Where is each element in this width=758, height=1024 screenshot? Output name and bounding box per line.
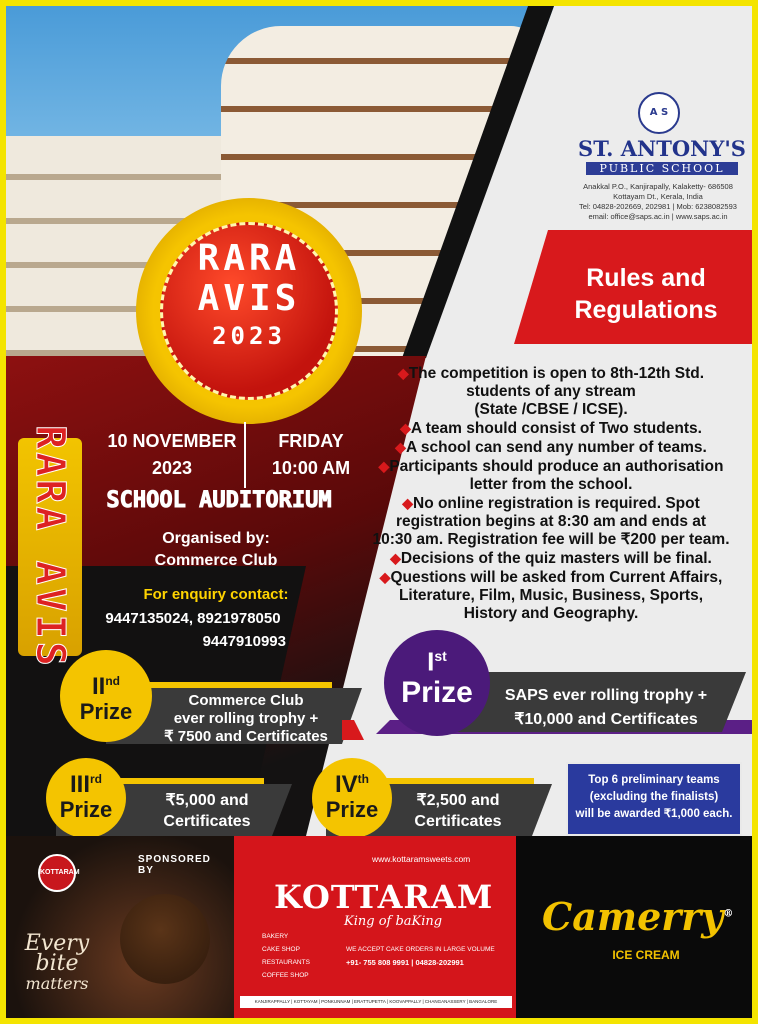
third-prize-label: Prize bbox=[59, 797, 113, 822]
bullet-icon: ◆ bbox=[379, 569, 391, 585]
fourth-prize-text bbox=[398, 790, 518, 832]
enquiry-label: For enquiry contact: bbox=[143, 586, 289, 603]
third-prize-line2: Certificates bbox=[163, 813, 251, 830]
kottaram-branches: KANJIRAPPALLY | KOTTAYAM | PONKUNNAM | ERATTUPETTA | KOOVAPPALLY | CHANGANASSERY | BANGALORE bbox=[240, 996, 512, 1008]
bullet-icon: ◆ bbox=[400, 420, 411, 436]
school-address: Anakkal P.O., Kanjirapally, Kalaketty- 686508 bbox=[583, 182, 733, 191]
camerry-subtitle: ICE CREAM bbox=[612, 948, 680, 962]
tagline-line2: bite bbox=[35, 951, 79, 976]
rule-7: ◆Questions will be asked from Current Affairs, bbox=[379, 569, 723, 586]
third-prize-medal bbox=[46, 758, 126, 838]
event-date-line2: 2023 bbox=[151, 458, 193, 478]
event-time bbox=[256, 428, 366, 482]
top6-award-box bbox=[566, 762, 742, 836]
rules-title-line2: Regulations bbox=[574, 296, 718, 324]
rules-title-line1: Rules and bbox=[586, 264, 706, 292]
fourth-prize-suffix: th bbox=[357, 772, 369, 786]
second-prize-line2: ever rolling trophy + bbox=[173, 710, 319, 727]
tagline-line1: Every bbox=[24, 931, 90, 956]
rules-list bbox=[350, 364, 752, 623]
side-banner-text: RARA AVIS bbox=[27, 425, 73, 669]
logo-line1: RARA bbox=[197, 238, 301, 279]
kottaram-services bbox=[262, 930, 342, 982]
rule-3: ◆A school can send any number of teams. bbox=[395, 439, 707, 456]
sponsor-band bbox=[6, 836, 752, 1018]
registered-mark: ® bbox=[723, 908, 734, 920]
bullet-icon: ◆ bbox=[402, 495, 413, 511]
rule-5-c: 10:30 am. Registration fee will be ₹200 per team. bbox=[372, 531, 730, 548]
date-divider bbox=[244, 422, 246, 488]
enquiry-phone2: 9447910993 bbox=[202, 633, 286, 650]
event-date bbox=[102, 428, 242, 482]
poster bbox=[6, 6, 752, 1018]
fourth-prize-medal bbox=[312, 758, 392, 838]
kottaram-website: www.kottaramsweets.com bbox=[372, 854, 471, 864]
rule-4: ◆Participants should produce an authorisation bbox=[378, 458, 724, 475]
rule-6: ◆Decisions of the quiz masters will be final. bbox=[390, 550, 712, 567]
side-banner bbox=[18, 425, 82, 669]
rule-1-c: (State /CBSE / ICSE). bbox=[474, 401, 628, 418]
kottaram-badge-icon: KOTTARAM bbox=[38, 854, 76, 892]
rules-title bbox=[546, 262, 746, 326]
first-prize-label: Prize bbox=[401, 675, 473, 709]
second-prize-text bbox=[146, 692, 346, 746]
school-district: Kottayam Dt., Kerala, India bbox=[613, 192, 703, 201]
second-prize-line3: ₹ 7500 and Certificates bbox=[164, 728, 328, 745]
first-prize-line1: SAPS ever rolling trophy + bbox=[504, 687, 708, 704]
first-prize-rank: I bbox=[427, 646, 435, 677]
sponsor-left-panel bbox=[6, 836, 234, 1018]
kottaram-tagline: King of baKing bbox=[344, 914, 443, 929]
second-prize-suffix: nd bbox=[105, 674, 120, 688]
first-prize-line2: ₹10,000 and Certificates bbox=[514, 711, 698, 728]
service-bakery: BAKERY bbox=[262, 933, 289, 940]
organiser: Commerce Club bbox=[154, 552, 278, 569]
rule-7-c: History and Geography. bbox=[463, 605, 639, 622]
school-subtitle: PUBLIC SCHOOL bbox=[586, 162, 738, 175]
third-prize-rank: III bbox=[69, 771, 90, 798]
event-venue: SCHOOL AUDITORIUM bbox=[106, 488, 332, 513]
school-phone: Tel: 04828-202669, 202981 | Mob: 6238082593 bbox=[579, 202, 737, 211]
enquiry-phones: 9447135024, 8921978050 bbox=[105, 610, 281, 627]
bullet-icon: ◆ bbox=[378, 458, 390, 474]
fourth-prize-line2: Certificates bbox=[414, 813, 502, 830]
rule-4-b: letter from the school. bbox=[469, 476, 633, 493]
service-coffee: COFFEE SHOP bbox=[262, 972, 309, 979]
second-prize-label: Prize bbox=[79, 699, 133, 724]
rule-5: ◆No online registration is required. Spot bbox=[402, 495, 700, 512]
organised-label: Organised by: bbox=[162, 530, 270, 547]
third-prize-text bbox=[142, 790, 272, 832]
service-restaurants: RESTAURANTS bbox=[262, 959, 310, 966]
rara-avis-logo bbox=[136, 198, 362, 424]
every-bite-tagline bbox=[12, 931, 102, 994]
muffin-image bbox=[120, 894, 210, 984]
cake-orders: WE ACCEPT CAKE ORDERS IN LARGE VOLUME bbox=[346, 946, 495, 953]
kottaram-panel bbox=[234, 836, 516, 1018]
bullet-icon: ◆ bbox=[395, 439, 406, 455]
second-prize-medal bbox=[60, 650, 152, 742]
camerry-panel bbox=[516, 836, 752, 1018]
rule-1: ◆The competition is open to 8th-12th Std. bbox=[397, 365, 705, 382]
logo-year: 2023 bbox=[212, 322, 286, 350]
rule-5-b: registration begins at 8:30 am and ends at bbox=[395, 513, 707, 530]
rule-2: ◆A team should consist of Two students. bbox=[400, 420, 702, 437]
fourth-prize-label: Prize bbox=[325, 797, 379, 822]
bullet-icon: ◆ bbox=[397, 365, 409, 381]
second-prize-line1: Commerce Club bbox=[188, 692, 304, 709]
event-day: FRIDAY bbox=[278, 431, 344, 451]
camerry-logo: Camerry® bbox=[542, 894, 734, 939]
service-cake: CAKE SHOP bbox=[262, 946, 300, 953]
third-prize-suffix: rd bbox=[90, 772, 102, 786]
tagline-line3: matters bbox=[25, 974, 89, 993]
kottaram-logo: KOTTARAM bbox=[274, 878, 494, 916]
school-email: email: office@saps.ac.in | www.saps.ac.in bbox=[588, 212, 728, 221]
event-date-line1: 10 NOVEMBER bbox=[107, 431, 237, 451]
logo-line2: AVIS bbox=[197, 278, 301, 319]
fourth-prize-rank: IV bbox=[334, 771, 358, 798]
school-name: ST. ANTONY'S bbox=[578, 136, 746, 161]
rule-7-b: Literature, Film, Music, Business, Sports, bbox=[398, 587, 704, 604]
school-crest-icon: A S bbox=[638, 92, 680, 134]
top6-line2: (excluding the finalists) bbox=[589, 791, 719, 803]
first-prize-text bbox=[490, 684, 722, 732]
first-prize-suffix: st bbox=[434, 648, 447, 664]
event-hour: 10:00 AM bbox=[271, 458, 351, 478]
second-prize-rank: II bbox=[91, 673, 106, 700]
first-prize-medal bbox=[384, 630, 490, 736]
kottaram-phones: +91- 755 808 9991 | 04828-202991 bbox=[346, 958, 464, 967]
sponsored-by-label: SPONSORED BY bbox=[138, 854, 211, 876]
top6-line3: will be awarded ₹1,000 each. bbox=[575, 808, 733, 820]
fourth-prize-line1: ₹2,500 and bbox=[416, 792, 500, 809]
rule-1-b: students of any stream bbox=[466, 383, 636, 400]
top6-line1: Top 6 preliminary teams bbox=[588, 774, 720, 786]
bullet-icon: ◆ bbox=[390, 550, 401, 566]
third-prize-line1: ₹5,000 and bbox=[165, 792, 249, 809]
